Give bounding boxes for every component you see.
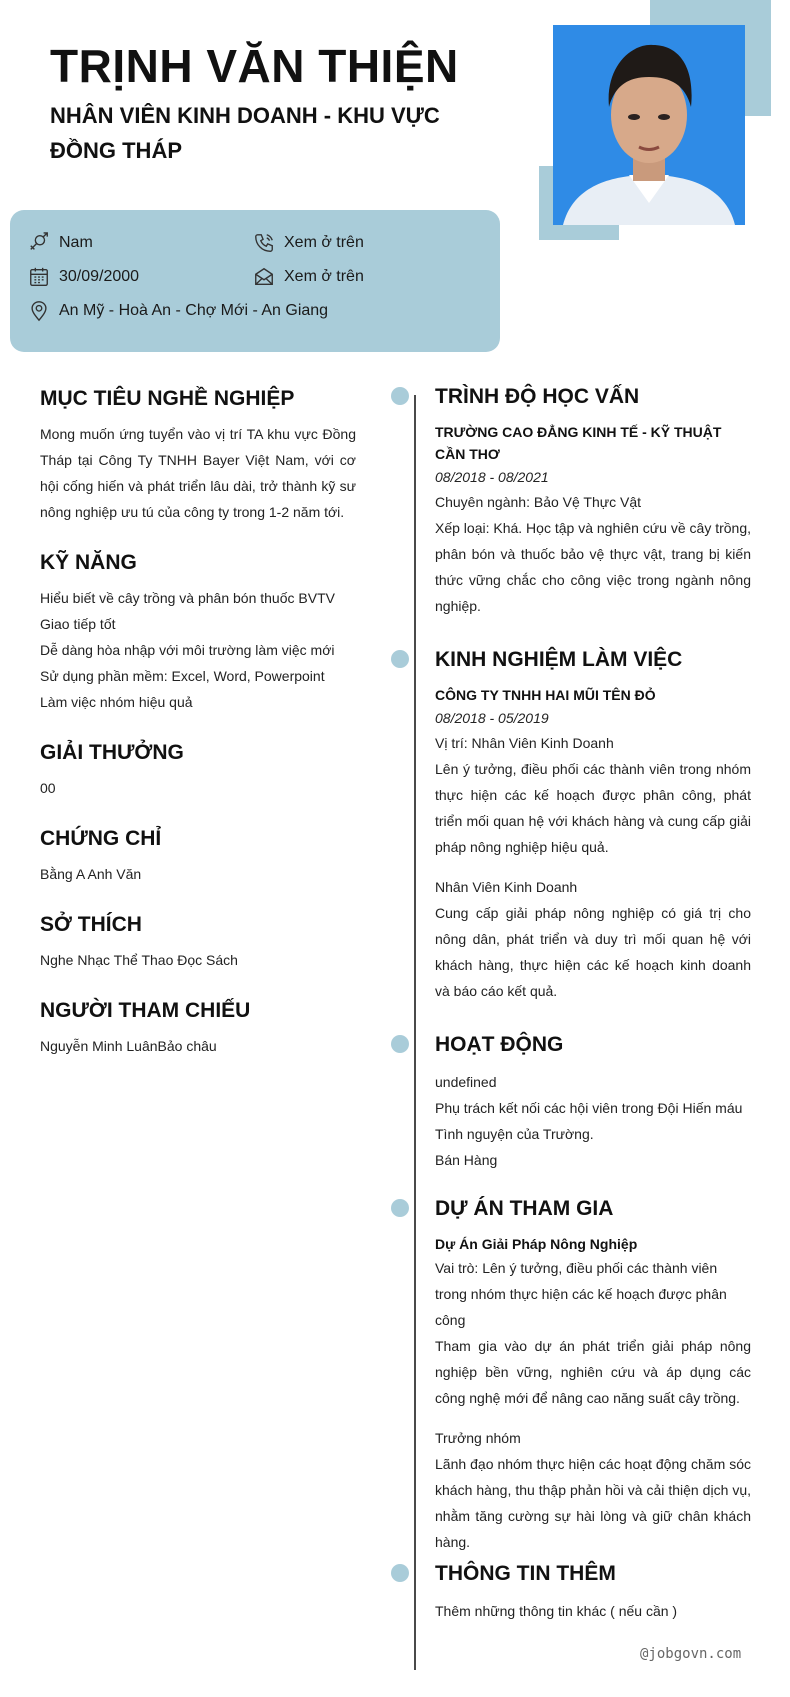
hobbies-section — [40, 911, 356, 973]
project-description2: Lãnh đạo nhóm thực hiện các hoạt động chăm sóc khách hàng, thu thập phản hồi và cải thiện dịch vụ, nhằm tăng cường sự hài lòng và giữ chân khách hàng. — [435, 1456, 751, 1550]
additional-section — [435, 1560, 751, 1624]
experience-title-text: KINH NGHIỆM LÀM VIỆC — [435, 648, 683, 671]
project-description: Tham gia vào dự án phát triển giải pháp nông nghiệp bền vững, nghiên cứu và áp dụng các công nghệ mới để nâng cao năng suất cây trồng. — [435, 1338, 751, 1406]
skills-title: KỸ NĂNG — [40, 551, 137, 574]
certificates-text: Bằng A Anh Văn — [40, 866, 142, 882]
activities-title-text: HOẠT ĐỘNG — [435, 1033, 564, 1056]
timeline-dot — [391, 1035, 409, 1053]
phone-value: Xem ở trên — [284, 234, 364, 251]
education-title — [435, 383, 751, 411]
portrait-image — [553, 25, 745, 225]
awards-title: GIẢI THƯỞNG — [40, 741, 184, 764]
skill-item: Hiểu biết về cây trồng và phân bón thuốc BVTV — [40, 590, 335, 606]
experience-section — [435, 646, 751, 1004]
certificates-section — [40, 825, 356, 887]
additional-title-text: THÔNG TIN THÊM — [435, 1562, 616, 1585]
left-column — [40, 385, 356, 1083]
calendar-icon — [28, 266, 50, 288]
candidate-name: TRỊNH VĂN THIỆN — [50, 40, 459, 92]
skill-item: Giao tiếp tốt — [40, 616, 116, 632]
project-name: Dự Án Giải Pháp Nông Nghiệp — [435, 1236, 638, 1252]
contact-address — [28, 300, 328, 322]
references-section — [40, 997, 356, 1059]
activities-line3: Bán Hàng — [435, 1152, 498, 1168]
projects-title-text: DỰ ÁN THAM GIA — [435, 1197, 614, 1220]
education-period: 08/2018 - 08/2021 — [435, 469, 549, 485]
gender-icon — [28, 232, 50, 254]
location-icon — [28, 300, 50, 322]
contact-info-box — [10, 210, 500, 352]
hobbies-text: Nghe Nhạc Thể Thao Đọc Sách — [40, 952, 238, 968]
company-name: CÔNG TY TNHH HAI MŨI TÊN ĐỎ — [435, 687, 656, 703]
activities-line2: Phụ trách kết nối các hội viên trong Đội Hiến máu Tình nguyện của Trường. — [435, 1100, 743, 1142]
experience-description: Lên ý tưởng, điều phối các thành viên trong nhóm thực hiện các kế hoạch được phân công, phát triển mối quan hệ với khách hàng và cung cấp giải pháp nông nghiệp hiệu quả. — [435, 761, 751, 855]
education-major: Chuyên ngành: Bảo Vệ Thực Vật — [435, 494, 642, 510]
skill-item: Dễ dàng hòa nhập với môi trường làm việc mới — [40, 642, 335, 658]
skills-section — [40, 549, 356, 715]
awards-text: 00 — [40, 780, 56, 796]
skill-item: Làm việc nhóm hiệu quả — [40, 694, 193, 710]
projects-title — [435, 1195, 751, 1223]
contact-email — [253, 266, 364, 288]
experience-position: Vị trí: Nhân Viên Kinh Doanh — [435, 735, 614, 751]
contact-gender — [28, 232, 93, 254]
objective-title: MỤC TIÊU NGHỀ NGHIỆP — [40, 387, 295, 410]
experience-role2: Nhân Viên Kinh Doanh — [435, 879, 578, 895]
experience-description2: Cung cấp giải pháp nông nghiệp có giá trị cho nông dân, phát triển và duy trì mối quan hệ với khách hàng, thực hiện các kế hoạch kinh doanh và báo cáo kết quả. — [435, 905, 751, 999]
email-value: Xem ở trên — [284, 268, 364, 285]
timeline-dot — [391, 387, 409, 405]
references-text: Nguyễn Minh LuânBảo châu — [40, 1038, 217, 1054]
additional-text: Thêm những thông tin khác ( nếu cần ) — [435, 1603, 678, 1619]
objective-section — [40, 385, 356, 525]
school-name: TRƯỜNG CAO ĐẲNG KINH TẾ - KỸ THUẬT CẦN THƠ — [435, 424, 722, 462]
profile-photo — [553, 25, 745, 225]
certificates-title: CHỨNG CHỈ — [40, 827, 162, 850]
contact-birthday — [28, 266, 139, 288]
gender-value: Nam — [59, 234, 93, 251]
skill-item: Sử dụng phần mềm: Excel, Word, Powerpoint — [40, 668, 325, 684]
job-title: NHÂN VIÊN KINH DOANH - KHU VỰC ĐỒNG THÁP — [50, 103, 440, 163]
awards-section — [40, 739, 356, 801]
activities-title — [435, 1031, 751, 1059]
project-role2: Trưởng nhóm — [435, 1430, 521, 1446]
objective-text: Mong muốn ứng tuyển vào vị trí TA khu vực Đồng Tháp tại Công Ty TNHH Bayer Việt Nam, với cơ hội cống hiến và phát triển lâu dài, trở thành kỹ sư nông nghiệp ưu tú của công ty trong 1-2 năm tới. — [40, 426, 356, 520]
email-icon — [253, 266, 275, 288]
project-role: Vai trò: Lên ý tưởng, điều phối các thành viên trong nhóm thực hiện các kế hoạch được phân công — [435, 1260, 727, 1328]
contact-phone — [253, 232, 364, 254]
experience-period: 08/2018 - 05/2019 — [435, 710, 549, 726]
projects-section — [435, 1195, 751, 1555]
timeline-dot — [391, 1199, 409, 1217]
phone-icon — [253, 232, 275, 254]
hobbies-title: SỞ THÍCH — [40, 913, 142, 936]
references-title: NGƯỜI THAM CHIẾU — [40, 999, 251, 1022]
activities-section — [435, 1031, 751, 1173]
education-title-text: TRÌNH ĐỘ HỌC VẤN — [435, 385, 640, 408]
birthday-value: 30/09/2000 — [59, 268, 140, 285]
education-section — [435, 383, 751, 619]
footer-brand: @jobgovn.com — [640, 1646, 742, 1662]
activities-line1: undefined — [435, 1074, 497, 1090]
timeline-dot — [391, 1564, 409, 1582]
experience-title — [435, 646, 751, 674]
address-value: An Mỹ - Hoà An - Chợ Mới - An Giang — [59, 302, 329, 319]
education-description: Xếp loại: Khá. Học tập và nghiên cứu về cây trồng, phân bón và thuốc bảo vệ thực vật, trang bị kiến thức vững chắc cho công việc trong ngành nông nghiệp. — [435, 520, 752, 614]
timeline-dot — [391, 650, 409, 668]
additional-title — [435, 1560, 751, 1588]
timeline-line — [414, 395, 416, 1670]
